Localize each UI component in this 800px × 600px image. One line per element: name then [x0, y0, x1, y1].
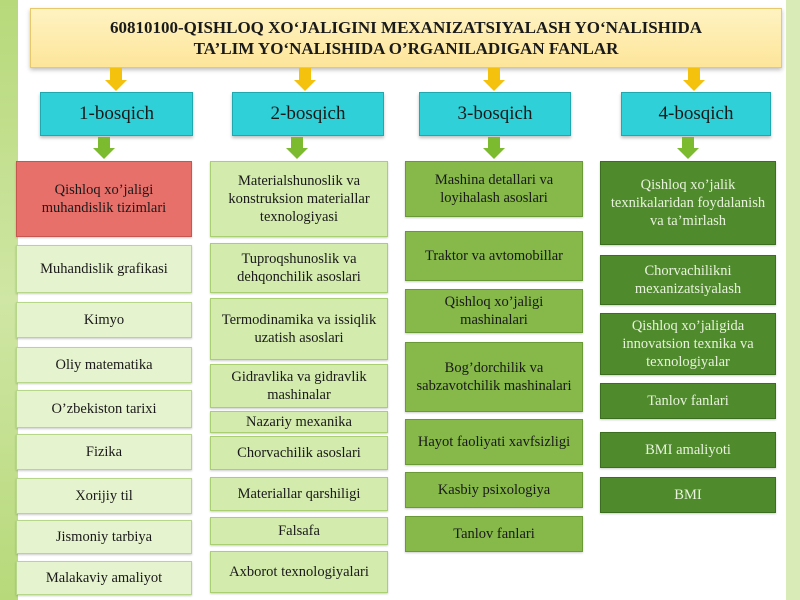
subject-stage2: Axborot texnologiyalari	[210, 551, 388, 593]
subject-stage3: Traktor va avtomobillar	[405, 231, 583, 281]
page-title	[100, 17, 712, 59]
subject-stage1: Oliy matematika	[16, 347, 192, 383]
subject-stage4: Chorvachilikni mexanizatsiyalash	[600, 255, 776, 305]
subject-stage4: Qishloq xo’jaligida innovatsion texnika va texnologiyalar	[600, 313, 776, 375]
subject-stage4: Qishloq xo’jalik texnikalaridan foydalanish va ta’mirlash	[600, 161, 776, 245]
subject-stage3: Qishloq xo’jaligi mashinalari	[405, 289, 583, 333]
subject-stage4: BMI amaliyoti	[600, 432, 776, 468]
subject-stage2: Tuproqshunoslik va dehqonchilik asoslari	[210, 243, 388, 293]
right-decoration-bar	[786, 0, 800, 600]
stage-2-header: 2-bosqich	[232, 92, 384, 136]
stage-3-header: 3-bosqich	[419, 92, 571, 136]
subject-stage4: Tanlov fanlari	[600, 383, 776, 419]
subject-stage1: O’zbekiston tarixi	[16, 390, 192, 428]
subject-stage3: Tanlov fanlari	[405, 516, 583, 552]
subject-stage2: Gidravlika va gidravlik mashinalar	[210, 364, 388, 408]
subject-stage1: Fizika	[16, 434, 192, 470]
stage-1-header: 1-bosqich	[40, 92, 193, 136]
title-line-2: TA’LIM YO‘NALISHIDA O’RGANILADIGAN FANLAR	[193, 39, 619, 58]
subject-stage1: Kimyo	[16, 302, 192, 338]
subject-stage3: Mashina detallari va loyihalash asoslari	[405, 161, 583, 217]
subject-stage2: Falsafa	[210, 517, 388, 545]
stage-4-header: 4-bosqich	[621, 92, 771, 136]
subject-stage4: BMI	[600, 477, 776, 513]
subject-stage1: Jismoniy tarbiya	[16, 520, 192, 554]
subject-stage2: Materialshunoslik va konstruksion materiallar texnologiyasi	[210, 161, 388, 237]
subject-stage2: Materiallar qarshiligi	[210, 477, 388, 511]
subject-stage1: Muhandislik grafikasi	[16, 245, 192, 293]
subject-stage3: Kasbiy psixologiya	[405, 472, 583, 508]
title-line-1: 60810100-QISHLOQ XO‘JALIGINI MEXANIZATSIYALASH YO‘NALISHIDA	[109, 18, 703, 37]
subject-stage1: Xorijiy til	[16, 478, 192, 514]
title-banner	[30, 8, 782, 68]
subject-stage2: Chorvachilik asoslari	[210, 436, 388, 470]
subject-stage3: Hayot faoliyati xavfsizligi	[405, 419, 583, 465]
subject-stage1: Qishloq xo’jaligi muhandislik tizimlari	[16, 161, 192, 237]
subject-stage2: Termodinamika va issiqlik uzatish asoslari	[210, 298, 388, 360]
subject-stage1: Malakaviy amaliyot	[16, 561, 192, 595]
subject-stage3: Bog’dorchilik va sabzavotchilik mashinalari	[405, 342, 583, 412]
subject-stage2: Nazariy mexanika	[210, 411, 388, 433]
